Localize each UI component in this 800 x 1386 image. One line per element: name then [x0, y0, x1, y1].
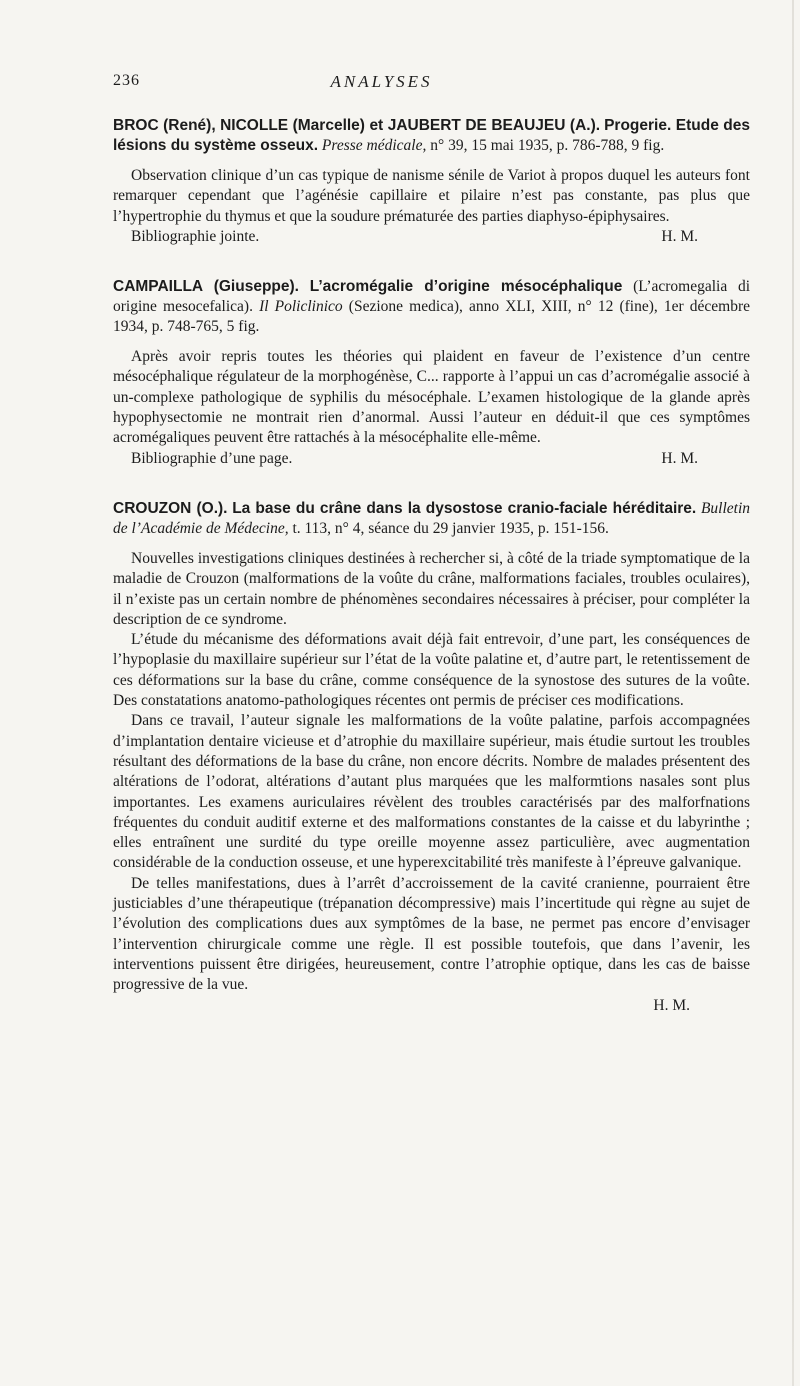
entry-bibliography: Bibliographie jointe. [131, 227, 260, 245]
entry-title: Progerie. Etude des lésions du système osseux. [113, 117, 750, 154]
entry-signature: H. M. [661, 227, 698, 245]
page-number: 236 [113, 72, 140, 89]
entry-title: La base du crâne dans la dysostose cranio-faciale héréditaire. [232, 499, 697, 517]
entry-paragraph: Dans ce travail, l’auteur signale les malformations de la voûte palatine, parfois accompagnées d’implantation dentaire vicieuse et d’atrophie du maxillaire supérieur, mais étudie surtout les troubles résultant des déformations de la base du crâne, non encore décrits. Nombre de malades présentent des altérations de l’odorat, altérations d’autant plus marquées que les malformtions nasales sont plus importantes. Les examens auriculaires révèlent des troubles caractérisés par des malforfnations fréquentes du conduit auditif externe et des malformations constantes de la caisse et du labyrinthe ; elles entraînent une surdité du type oreille moyenne assez particulière, avec augmentation considérable de la conduction osseuse, et une hyperexcitabilité très manifeste à l’épreuve galvanique. [113, 712, 750, 872]
entry-paragraph: L’étude du mécanisme des déformations avait déjà fait entrevoir, d’une part, les conséquences de l’hypoplasie du maxillaire supérieur sur l’état de la voûte palatine et, d’autre part, le retentissement de ces déformations sur la base du crâne, comme conséquence de la synostose des sutures de la voûte. Des constatations anatomo-pathologiques récentes ont permis de préciser ces modifications. [113, 631, 750, 710]
entry-author: CROUZON (O.). [113, 499, 228, 517]
entry-journal: Il Policlinico [259, 298, 343, 316]
entry-citation: (Sezione medica), anno XLI, XIII, n° 12 (fine), 1er décembre 1934, p. 748-765, 5 fig. [113, 298, 751, 336]
entry-paragraph: Nouvelles investigations cliniques destinées à rechercher si, à côté de la triade symptomatique de la maladie de Crouzon (malformations de la voûte du crâne, malformations faciales, troubles oculaires), il n’existe pas un certain nombre de phénomènes secondaires nécessaires à préciser, pour compléter la description de ce syndrome. [113, 549, 750, 628]
entry-journal: Presse médicale, [321, 137, 427, 154]
analysis-entry-broc [113, 116, 750, 247]
entry-title: L’acromégalie d’origine mésocéphalique [309, 278, 623, 296]
entry-title-original: (L’acromegalia di origine mesocefalica). [113, 278, 751, 316]
entry-reference [113, 499, 750, 539]
entry-author: BROC (René), NICOLLE (Marcelle) et JAUBERT DE BEAUJEU (A.). [113, 117, 601, 134]
page-edge-line [792, 0, 794, 1386]
running-head [113, 72, 760, 96]
entry-citation: n° 39, 15 mai 1935, p. 786-788, 9 fig. [430, 137, 665, 154]
entry-reference [113, 116, 750, 156]
entry-paragraph: Observation clinique d’un cas typique de nanisme sénile de Variot à propos duquel les auteurs font remarquer cependant que l’agénésie capillaire et pilaire n’est pas constante, pas plus que l’hypertrophie du thymus et que la soudure prématurée des parties diaphyso-épiphysaires. [113, 167, 750, 225]
page-content [113, 116, 750, 1046]
entry-citation: t. 113, n° 4, séance du 29 janvier 1935, p. 151-156. [292, 519, 609, 537]
entry-bibliography: Bibliographie d’une page. [131, 449, 293, 467]
entry-signature: H. M. [653, 996, 690, 1014]
entry-footer [113, 449, 750, 469]
entry-paragraph: De telles manifestations, dues à l’arrêt d’accroissement de la cavité cranienne, pourraient être justiciables d’une thérapeutique (trépanation décompressive) mais l’incertitude qui règne au sujet de l’évolution des complications dues aux symptômes de la base, ne permet pas encore d’envisager l’intervention chirurgicale comme une règle. Il est possible toutefois, que dans l’avenir, les interventions puissent être dirigées, heureusement, contre l’atrophie optique, dans les cas de baisse progressive de la vue. [113, 874, 750, 994]
entry-author: CAMPAILLA (Giuseppe). [113, 278, 299, 296]
entry-paragraph: Après avoir repris toutes les théories qui plaident en faveur de l’existence d’un centre mésocéphalique régulateur de la morphogénèse, C... rapporte à l’appui un cas d’acromégalie associé à un-complexe pathologique de syphilis du mésocéphale. L’examen histologique de la glande après hypophysectomie ne montrait rien d’anormal. Aussi l’auteur en déduit-il que ces symptômes acromégaliques peuvent être rattachés à la mésocéphalite elle-même. [113, 348, 750, 447]
analysis-entry-crouzon [113, 499, 750, 1016]
entry-journal: Bulletin de l’Académie de Médecine, [113, 499, 751, 537]
entry-reference [113, 277, 750, 337]
analysis-entry-campailla [113, 277, 750, 469]
entry-footer [113, 227, 750, 247]
running-title: ANALYSES [330, 72, 433, 91]
entry-signature: H. M. [661, 449, 698, 467]
